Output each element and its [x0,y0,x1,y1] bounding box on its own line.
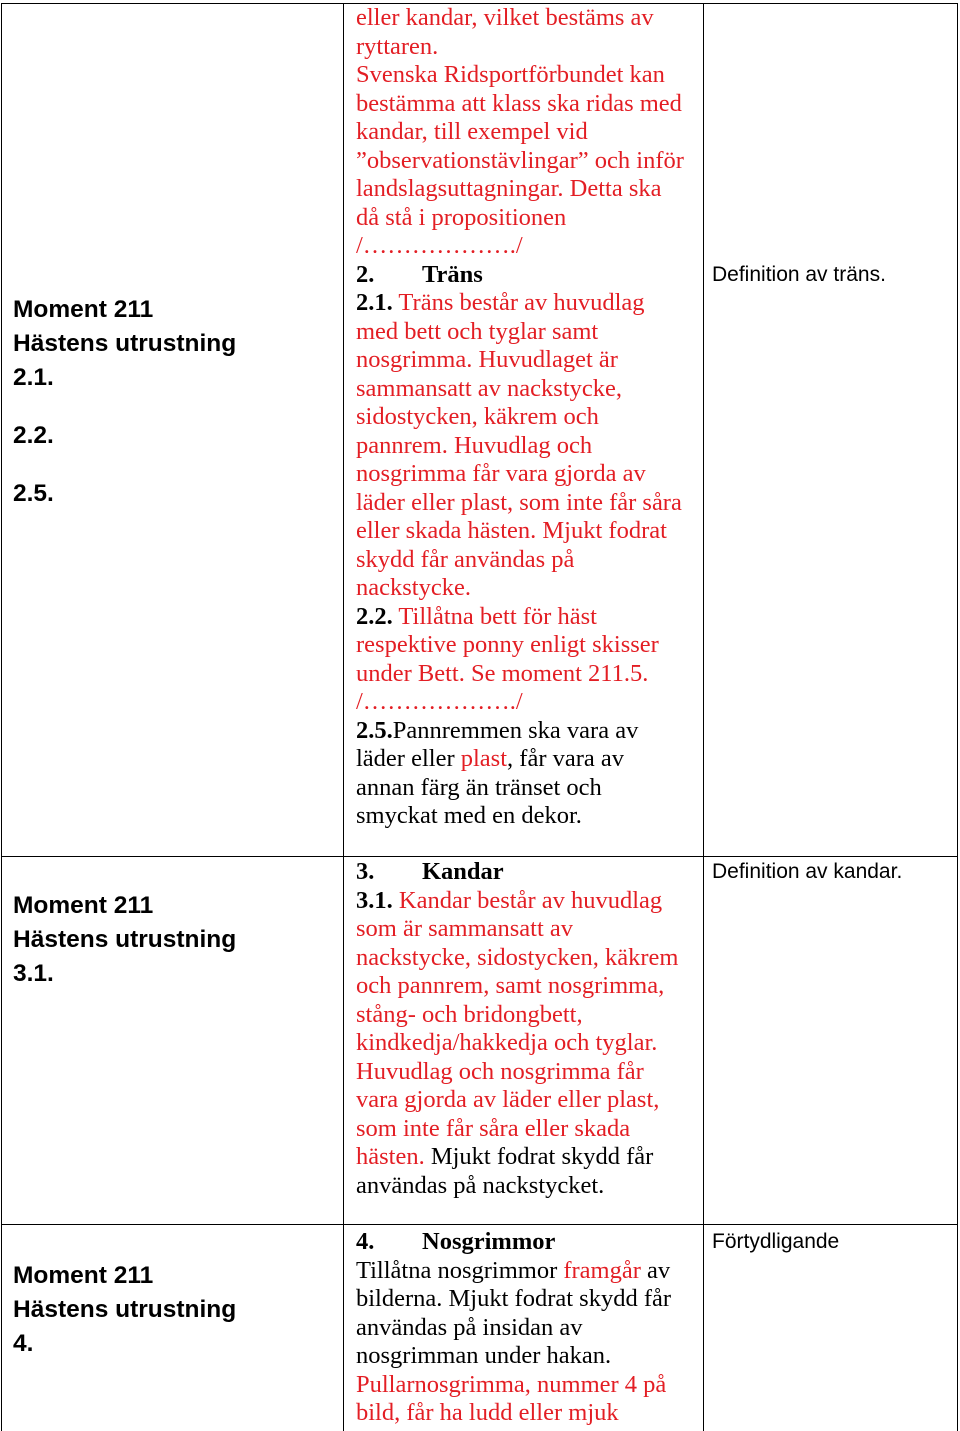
reference-line: 4. [13,1330,34,1357]
text-line [356,289,703,318]
comment-text: Definition av kandar. [712,860,903,883]
comment-cell [703,1224,958,1431]
comment-cell [703,856,958,1224]
reference-line: Hästens utrustning [13,1296,237,1323]
text-line [356,403,703,432]
new-text-run: kandar, till exempel vid [356,118,588,145]
reference-line: 2.1. [13,364,54,391]
text-run: av [640,1256,671,1284]
text-line [356,972,703,1001]
text-run: annan färg än tränset och [356,773,602,801]
text-run: smyckat med en dekor. [356,802,582,829]
text-line [356,1029,703,1058]
text-run: användas på nackstycket. [356,1171,605,1199]
text-run: användas på insidan av [356,1313,583,1341]
text-line [356,1115,703,1144]
clause-number: 2.5. [356,716,393,744]
text-line [356,574,703,603]
text-line [356,147,703,176]
new-text-run: ryttaren. [356,32,439,60]
text-line [356,318,703,347]
text-run: läder eller [356,745,461,772]
text-line [356,944,703,973]
new-text-run: ”observationstävlingar” och inför [356,146,684,174]
comment-text: Förtydligande [712,1230,840,1253]
new-text-run: under Bett. Se moment 211.5. [356,659,649,687]
new-text-run: plast [460,745,508,772]
new-text-run: nackstycke, sidostycken, käkrem [356,943,679,971]
section-title: Träns [422,260,483,288]
text-line [356,887,703,916]
text-line [356,33,703,62]
text-line [356,631,703,660]
text-line [356,1285,703,1314]
text-line [356,603,703,632]
reference-line: Moment 211 [13,892,154,919]
text-line [356,90,703,119]
new-text-run: eller kandar, vilket bestäms av [356,4,654,31]
text-line [356,232,703,261]
text-line [356,460,703,489]
text-line [356,688,703,717]
text-line [356,1001,703,1030]
text-line [356,346,703,375]
text-line [356,1371,703,1400]
reference-line: Moment 211 [13,296,154,323]
new-text-run: eller skada hästen. Mjukt fodrat [356,517,667,544]
text-line [356,1257,703,1286]
section-number: 2. [356,260,375,288]
section-title: Nosgrimmor [422,1228,556,1255]
new-text-run: och pannrem, samt nosgrimma, [356,972,665,999]
new-text-run: /………………./ [356,232,523,259]
new-text-run: vara gjorda av läder eller plast, [356,1086,660,1113]
new-text-run: sammansatt av nackstycke, [356,374,623,402]
text-line [356,546,703,575]
new-text-run: sidostycken, käkrem och [356,403,599,430]
text-line [356,717,703,746]
section-title: Kandar [422,858,504,885]
text-line [356,375,703,404]
text-line [356,1143,703,1172]
new-text-run: Huvudlag och nosgrimma får [356,1057,644,1085]
text-line [356,261,703,290]
new-text-run: bild, får ha ludd eller mjuk [356,1399,619,1426]
section-number: 4. [356,1228,375,1255]
text-line [356,858,703,887]
new-text-run: framgår [563,1256,641,1284]
text-line [356,1172,703,1201]
text-run: , får vara av [507,745,625,772]
new-text-run: stång- och bridongbett, [356,1000,583,1028]
new-text-run: Pullarnosgrimma, nummer 4 på [356,1370,667,1398]
text-line [356,1058,703,1087]
text-line [356,660,703,689]
clause-number: 2.2. [356,602,393,630]
text-line [356,1086,703,1115]
new-text-run: skydd får användas på [356,545,575,573]
new-text-run: då stå i propositionen [356,203,567,231]
section-number: 3. [356,858,375,885]
text-line [356,175,703,204]
text-line [356,118,703,147]
text-line [356,4,703,33]
text-run: Tillåtna nosgrimmor [356,1256,564,1284]
reference-line: Hästens utrustning [13,926,237,953]
text-line [356,1314,703,1343]
reference-cell [1,3,343,856]
reference-cell [1,856,343,1224]
new-text-run: /………………./ [356,688,523,715]
new-text-run: Svenska Ridsportförbundet kan [356,61,665,88]
new-text-run: som inte får såra eller skada [356,1114,631,1142]
text-line [356,802,703,831]
content-cell [343,856,703,1224]
reference-line: Hästens utrustning [13,330,237,357]
text-run: Mjukt fodrat skydd får [424,1143,654,1170]
clause-number: 3.1. [356,886,393,914]
new-text-run: respektive ponny enligt skisser [356,631,659,658]
rule-change-table [1,3,958,1431]
text-line [356,1228,703,1257]
new-text-run: nosgrimma. Huvudlaget är [356,346,618,373]
text-run: Pannremmen ska vara av [392,716,639,744]
new-text-run: Tillåtna bett för häst [392,602,597,630]
content-cell [343,3,703,856]
text-line [356,432,703,461]
content-cell [343,1224,703,1431]
text-line [356,61,703,90]
new-text-run: nackstycke. [356,574,471,601]
text-line [356,489,703,518]
new-text-run: Kandar består av huvudlag [392,886,663,914]
comment-cell [703,3,958,856]
text-line [356,517,703,546]
reference-line: 2.5. [13,480,54,507]
text-line [356,915,703,944]
text-run: nosgrimman under hakan. [356,1342,612,1369]
text-line [356,1399,703,1428]
reference-line: 3.1. [13,960,54,987]
reference-line: Moment 211 [13,1262,154,1289]
new-text-run: pannrem. Huvudlag och [356,431,593,459]
text-line [356,774,703,803]
reference-cell [1,1224,343,1431]
comment-text: Definition av träns. [712,263,886,286]
text-line [356,204,703,233]
new-text-run: Träns består av huvudlag [392,289,645,316]
new-text-run: kindkedja/hakkedja och tyglar. [356,1029,658,1056]
clause-number: 2.1. [356,289,393,316]
reference-line: 2.2. [13,422,54,449]
new-text-run: läder eller plast, som inte får såra [356,488,682,516]
new-text-run: hästen. [356,1143,425,1170]
new-text-run: bestämma att klass ska ridas med [356,89,682,117]
text-run: bilderna. Mjukt fodrat skydd får [356,1285,672,1312]
text-line [356,745,703,774]
new-text-run: som är sammansatt av [356,915,574,942]
text-line [356,1342,703,1371]
new-text-run: landslagsuttagningar. Detta ska [356,175,662,202]
new-text-run: nosgrimma får vara gjorda av [356,460,646,487]
new-text-run: med bett och tyglar samt [356,317,599,345]
